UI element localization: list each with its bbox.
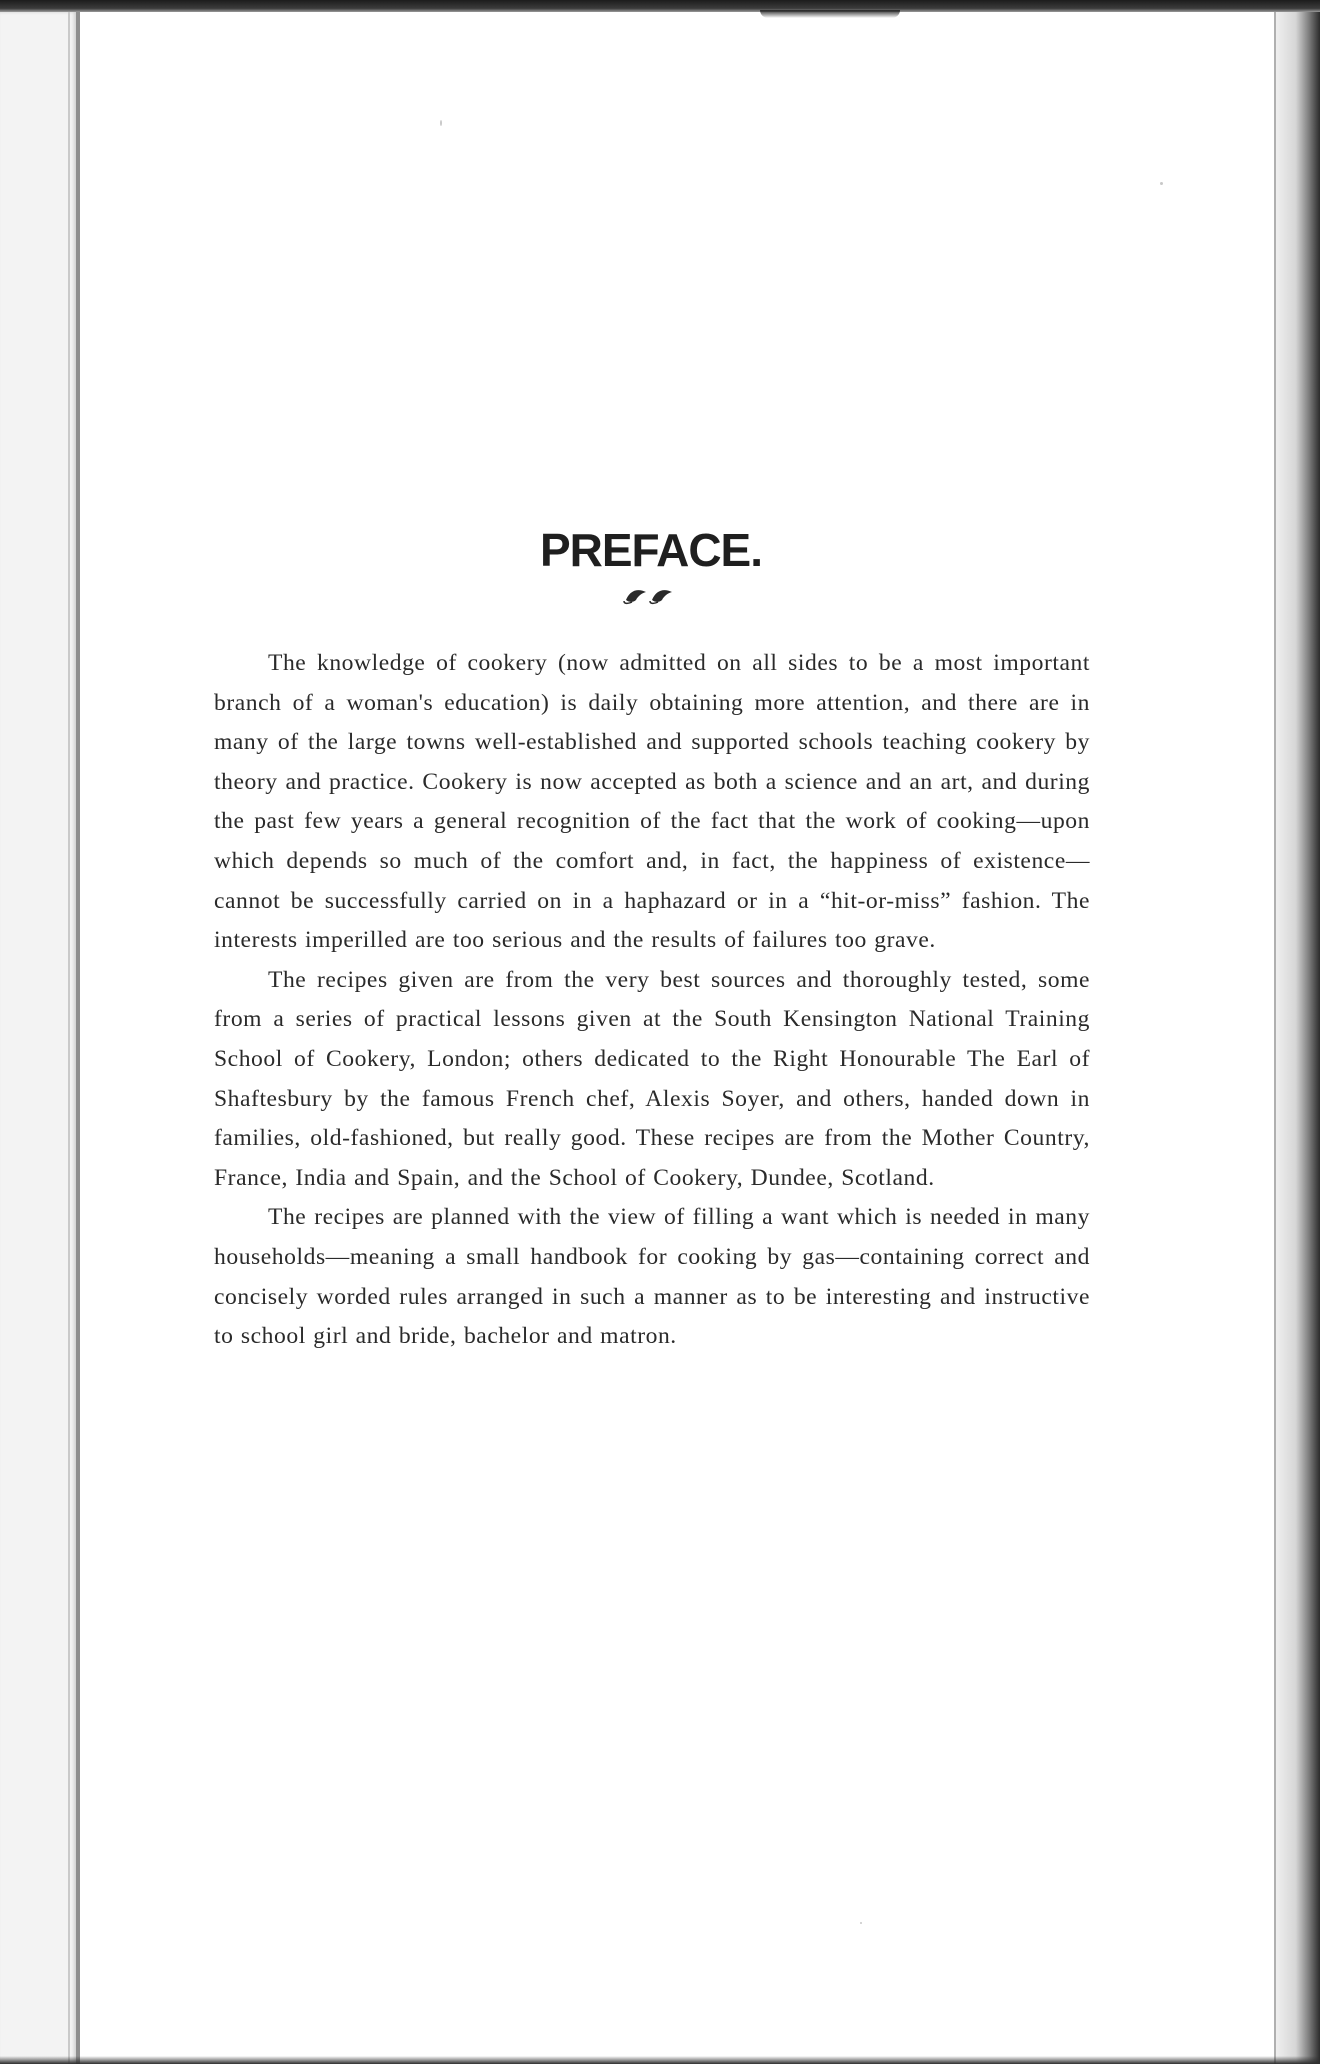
- fleuron-ornament-icon: [622, 584, 678, 606]
- preface-paragraph: The knowledge of cookery (now admitted on all sides to be a most important branch of a woman's education) is daily obtaining more attention, and there are in many of the large towns well-established and supported schools teaching cookery by theory and practice. Cookery is now accepted as both a science and an art, and during the past few years a general recognition of the fact that the work of cooking—upon which depends so much of the comfort and, in fact, the happiness of existence—cannot be successfully carried on in a haphazard or in a “hit-or-miss” fashion. The interests imperilled are too serious and the results of failures too grave.: [214, 650, 1090, 954]
- preface-body: [214, 644, 1090, 1357]
- paper-speck: [860, 1922, 862, 1924]
- right-page-edge: [1276, 12, 1320, 2064]
- gutter-line: [68, 12, 70, 2064]
- preface-paragraph: The recipes given are from the very best sources and thoroughly tested, some from a series of practical lessons given at the South Kensington National Training School of Cookery, London; others dedicated to the Right Honourable The Earl of Shaftesbury by the famous French chef, Alexis Soyer, and others, handed down in families, old-fashioned, but really good. These recipes are from the Mother Country, France, India and Spain, and the School of Cookery, Dundee, Scotland.: [214, 966, 1090, 1191]
- paper-speck: [440, 120, 442, 126]
- page-title: PREFACE.: [539, 523, 763, 576]
- page-top-edge: [0, 0, 1320, 12]
- page-bottom-edge: [0, 2056, 1320, 2064]
- page-top-shadow: [760, 10, 900, 18]
- paper-speck: [1160, 182, 1163, 185]
- right-edge-line: [1274, 12, 1276, 2064]
- preface-paragraph: The recipes are planned with the view of filling a want which is needed in many households—meaning a small handbook for cooking by gas—containing correct and concisely worded rules arranged in such a manner as to be interesting and instructive to school girl and bride, bachelor and matron.: [214, 1204, 1090, 1350]
